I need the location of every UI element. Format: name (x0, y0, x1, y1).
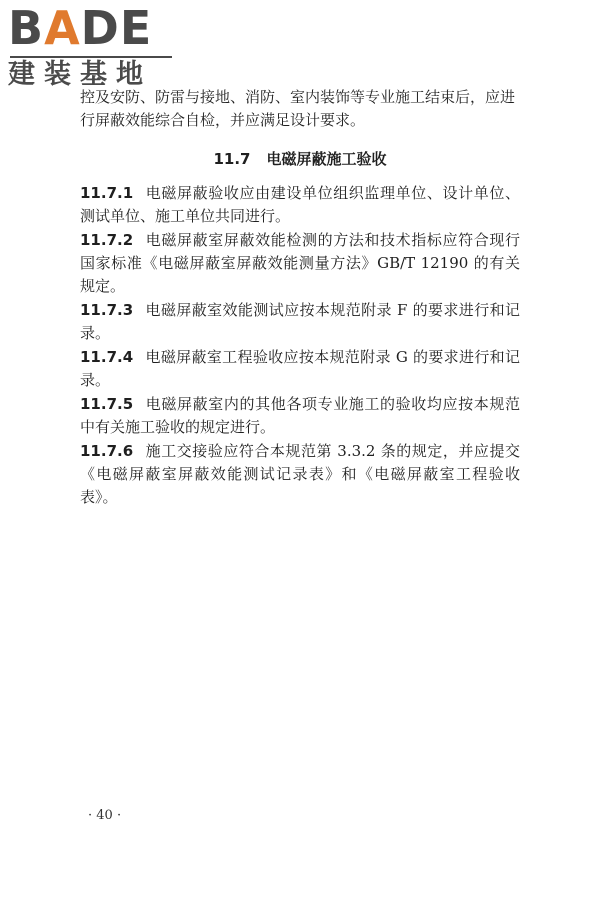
logo-letter-a-accent: A (44, 1, 81, 55)
clause-item (80, 440, 520, 509)
clause-number: 11.7.3 (80, 301, 134, 319)
logo-letters-de: DE (80, 1, 153, 55)
clause-text: 施工交接验应符合本规范第 3.3.2 条的规定，并应提交《电磁屏蔽室屏蔽效能测试记录表》和《电磁屏蔽室工程验收表》。 (80, 442, 520, 506)
logo-divider (10, 56, 172, 58)
logo-letter-b: B (8, 1, 45, 55)
clause-text: 电磁屏蔽室屏蔽效能检测的方法和技术指标应符合现行国家标准《电磁屏蔽室屏蔽效能测量方法》GB/T 12190 的有关规定。 (80, 231, 520, 295)
logo-wordmark (8, 1, 153, 55)
clause-item (80, 299, 520, 345)
section-heading (80, 148, 520, 170)
clause-list (80, 182, 520, 510)
clause-item (80, 182, 520, 228)
logo-subtitle: 建装基地 (8, 59, 152, 90)
intro-paragraph: 控及安防、防雷与接地、消防、室内装饰等专业施工结束后，应进行屏蔽效能综合自检，并应满足设计要求。 (80, 88, 516, 129)
clause-text: 电磁屏蔽验收应由建设单位组织监理单位、设计单位、测试单位、施工单位共同进行。 (80, 184, 520, 225)
clause-number: 11.7.1 (80, 184, 134, 202)
clause-text: 电磁屏蔽室工程验收应按本规范附录 G 的要求进行和记录。 (80, 348, 520, 389)
clause-number: 11.7.6 (80, 442, 134, 460)
clause-item (80, 229, 520, 298)
clause-item (80, 346, 520, 392)
clause-number: 11.7.2 (80, 231, 134, 249)
clause-text: 电磁屏蔽室内的其他各项专业施工的验收均应按本规范中有关施工验收的规定进行。 (80, 395, 520, 436)
clause-item (80, 393, 520, 439)
section-number: 11.7 (213, 150, 251, 168)
clause-number: 11.7.4 (80, 348, 134, 366)
clause-text: 电磁屏蔽室效能测试应按本规范附录 F 的要求进行和记录。 (80, 301, 520, 342)
section-title: 电磁屏蔽施工验收 (266, 150, 387, 168)
clause-number: 11.7.5 (80, 395, 134, 413)
page-number: · 40 · (88, 808, 122, 823)
bade-logo (8, 1, 176, 92)
